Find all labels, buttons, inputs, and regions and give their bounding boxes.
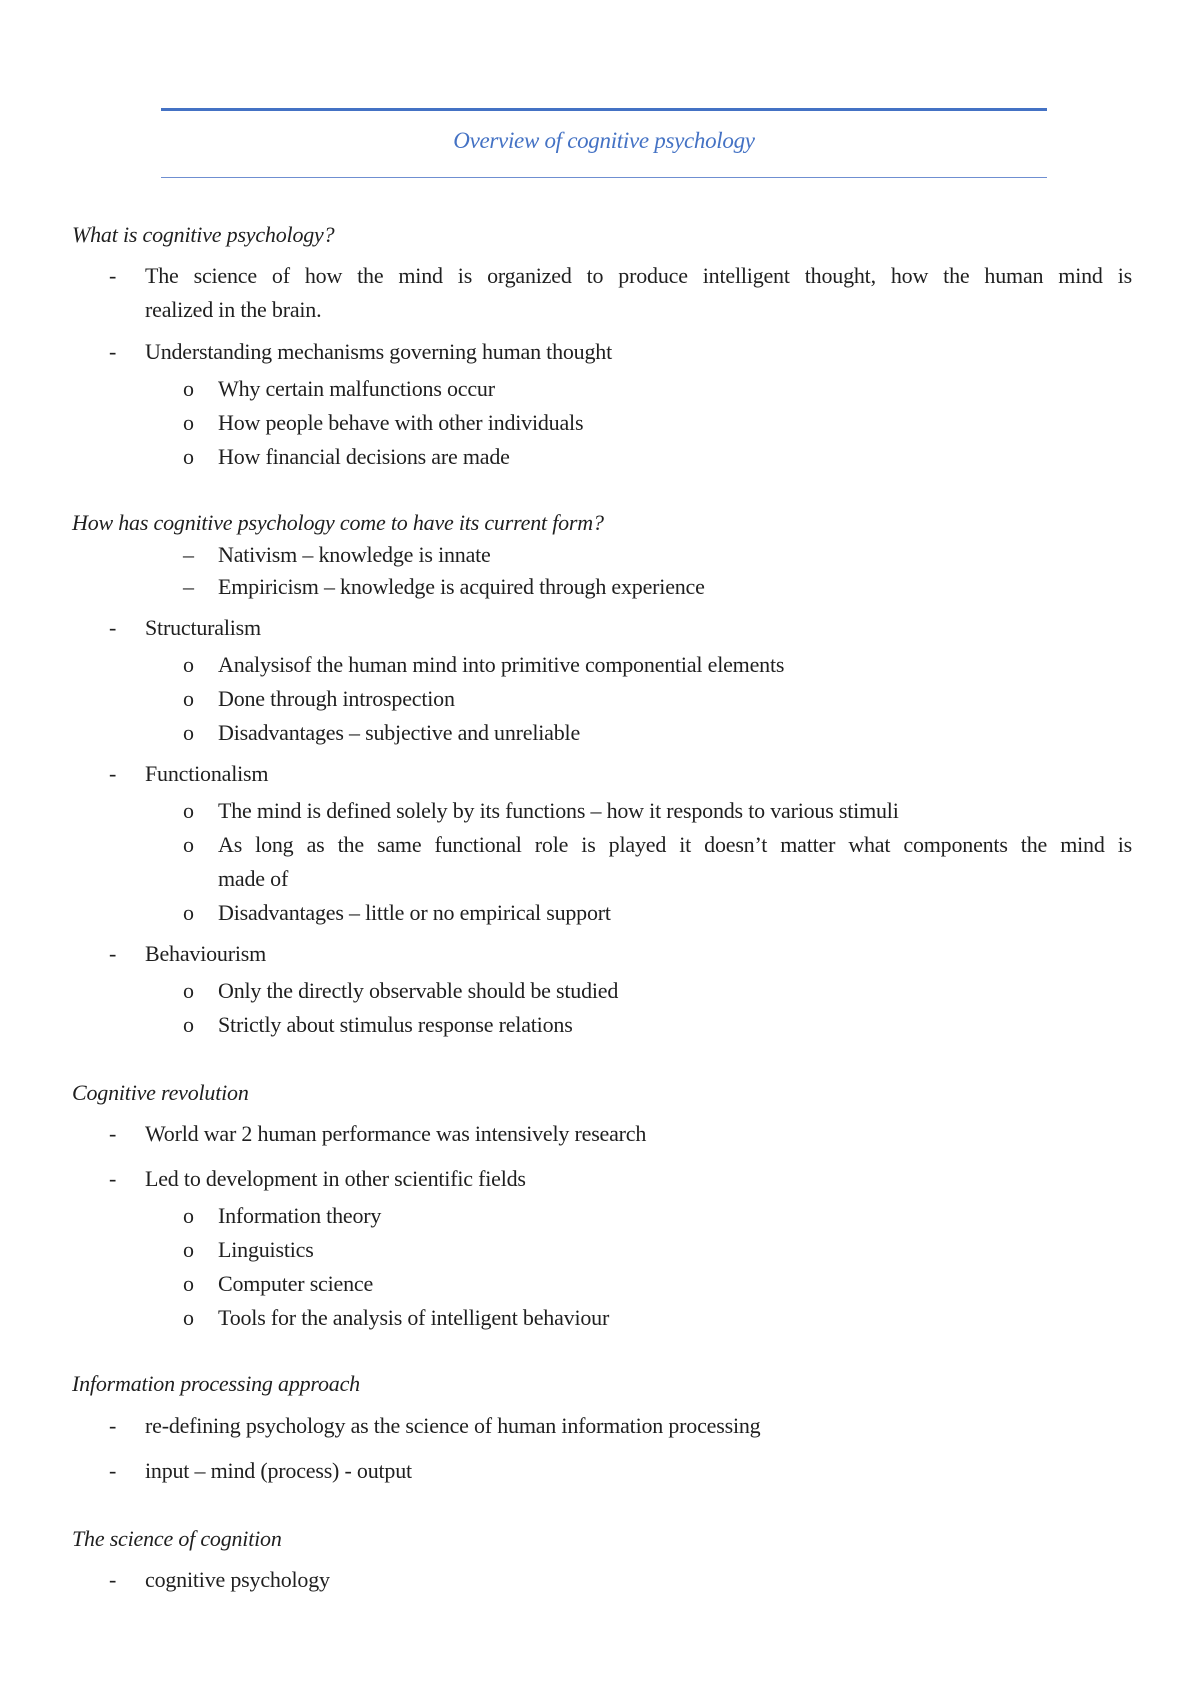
list-item: re-defining psychology as the science of human information processing bbox=[145, 1413, 761, 1438]
circle-bullet: o bbox=[183, 1305, 194, 1330]
section-heading-science-of-cognition: The science of cognition bbox=[72, 1526, 282, 1551]
circle-bullet: o bbox=[183, 832, 194, 857]
section-heading-what-is: What is cognitive psychology? bbox=[72, 222, 335, 247]
list-item: input – mind (process) - output bbox=[145, 1458, 412, 1483]
dash-bullet: - bbox=[109, 761, 117, 786]
list-item: Behaviourism bbox=[145, 941, 267, 966]
circle-bullet: o bbox=[183, 1203, 194, 1228]
list-item: Understanding mechanisms governing human thought bbox=[145, 339, 612, 364]
circle-bullet: o bbox=[183, 686, 194, 711]
title-top-rule bbox=[161, 108, 1047, 111]
sub-list-item: Disadvantages – little or no empirical support bbox=[218, 900, 611, 925]
dash-bullet: - bbox=[109, 1166, 117, 1191]
sub-list-item: Empiricism – knowledge is acquired through experience bbox=[218, 574, 705, 599]
section-heading-cognitive-revolution: Cognitive revolution bbox=[72, 1080, 249, 1105]
dash-bullet: - bbox=[109, 615, 117, 640]
dash-bullet: - bbox=[109, 1121, 117, 1146]
dash-bullet: - bbox=[109, 339, 117, 364]
circle-bullet: o bbox=[183, 410, 194, 435]
document-title: Overview of cognitive psychology bbox=[453, 128, 755, 153]
sub-list-item: Linguistics bbox=[218, 1237, 314, 1262]
dash-bullet: - bbox=[109, 1567, 117, 1592]
sub-list-item: Tools for the analysis of intelligent behaviour bbox=[218, 1305, 610, 1330]
sub-list-item: Only the directly observable should be studied bbox=[218, 978, 619, 1003]
circle-bullet: o bbox=[183, 1237, 194, 1262]
sub-list-item: Disadvantages – subjective and unreliable bbox=[218, 720, 581, 745]
list-item: World war 2 human performance was intensively research bbox=[145, 1121, 647, 1146]
list-item: The science of how the mind is organized to produce intelligent thought, how the human mind is bbox=[145, 263, 1132, 288]
list-item: cognitive psychology bbox=[145, 1567, 330, 1592]
endash-bullet: – bbox=[183, 542, 194, 567]
list-item: Led to development in other scientific fields bbox=[145, 1166, 526, 1191]
sub-list-item: Done through introspection bbox=[218, 686, 455, 711]
circle-bullet: o bbox=[183, 444, 194, 469]
sub-list-item: Computer science bbox=[218, 1271, 374, 1296]
list-item: Structuralism bbox=[145, 615, 261, 640]
endash-bullet: – bbox=[183, 574, 194, 599]
dash-bullet: - bbox=[109, 1458, 117, 1483]
sub-list-item: How financial decisions are made bbox=[218, 444, 510, 469]
circle-bullet: o bbox=[183, 798, 194, 823]
sub-list-item: As long as the same functional role is played it doesn’t matter what components the mind is bbox=[218, 832, 1132, 857]
sub-list-item: Strictly about stimulus response relations bbox=[218, 1012, 573, 1037]
sub-list-item: Analysisof the human mind into primitive componential elements bbox=[218, 652, 785, 677]
section-heading-information-processing: Information processing approach bbox=[72, 1371, 360, 1396]
sub-list-item: Nativism – knowledge is innate bbox=[218, 542, 491, 567]
list-item-continuation: realized in the brain. bbox=[145, 297, 322, 322]
circle-bullet: o bbox=[183, 652, 194, 677]
sub-list-item-continuation: made of bbox=[218, 866, 289, 891]
section-heading-current-form: How has cognitive psychology come to have its current form? bbox=[72, 510, 604, 535]
dash-bullet: - bbox=[109, 263, 117, 288]
sub-list-item: Why certain malfunctions occur bbox=[218, 376, 495, 401]
circle-bullet: o bbox=[183, 900, 194, 925]
sub-list-item: How people behave with other individuals bbox=[218, 410, 584, 435]
list-item: Functionalism bbox=[145, 761, 269, 786]
dash-bullet: - bbox=[109, 941, 117, 966]
circle-bullet: o bbox=[183, 978, 194, 1003]
circle-bullet: o bbox=[183, 1271, 194, 1296]
sub-list-item: The mind is defined solely by its functions – how it responds to various stimuli bbox=[218, 798, 899, 823]
circle-bullet: o bbox=[183, 376, 194, 401]
title-bottom-rule bbox=[161, 177, 1047, 178]
circle-bullet: o bbox=[183, 1012, 194, 1037]
sub-list-item: Information theory bbox=[218, 1203, 382, 1228]
dash-bullet: - bbox=[109, 1413, 117, 1438]
circle-bullet: o bbox=[183, 720, 194, 745]
